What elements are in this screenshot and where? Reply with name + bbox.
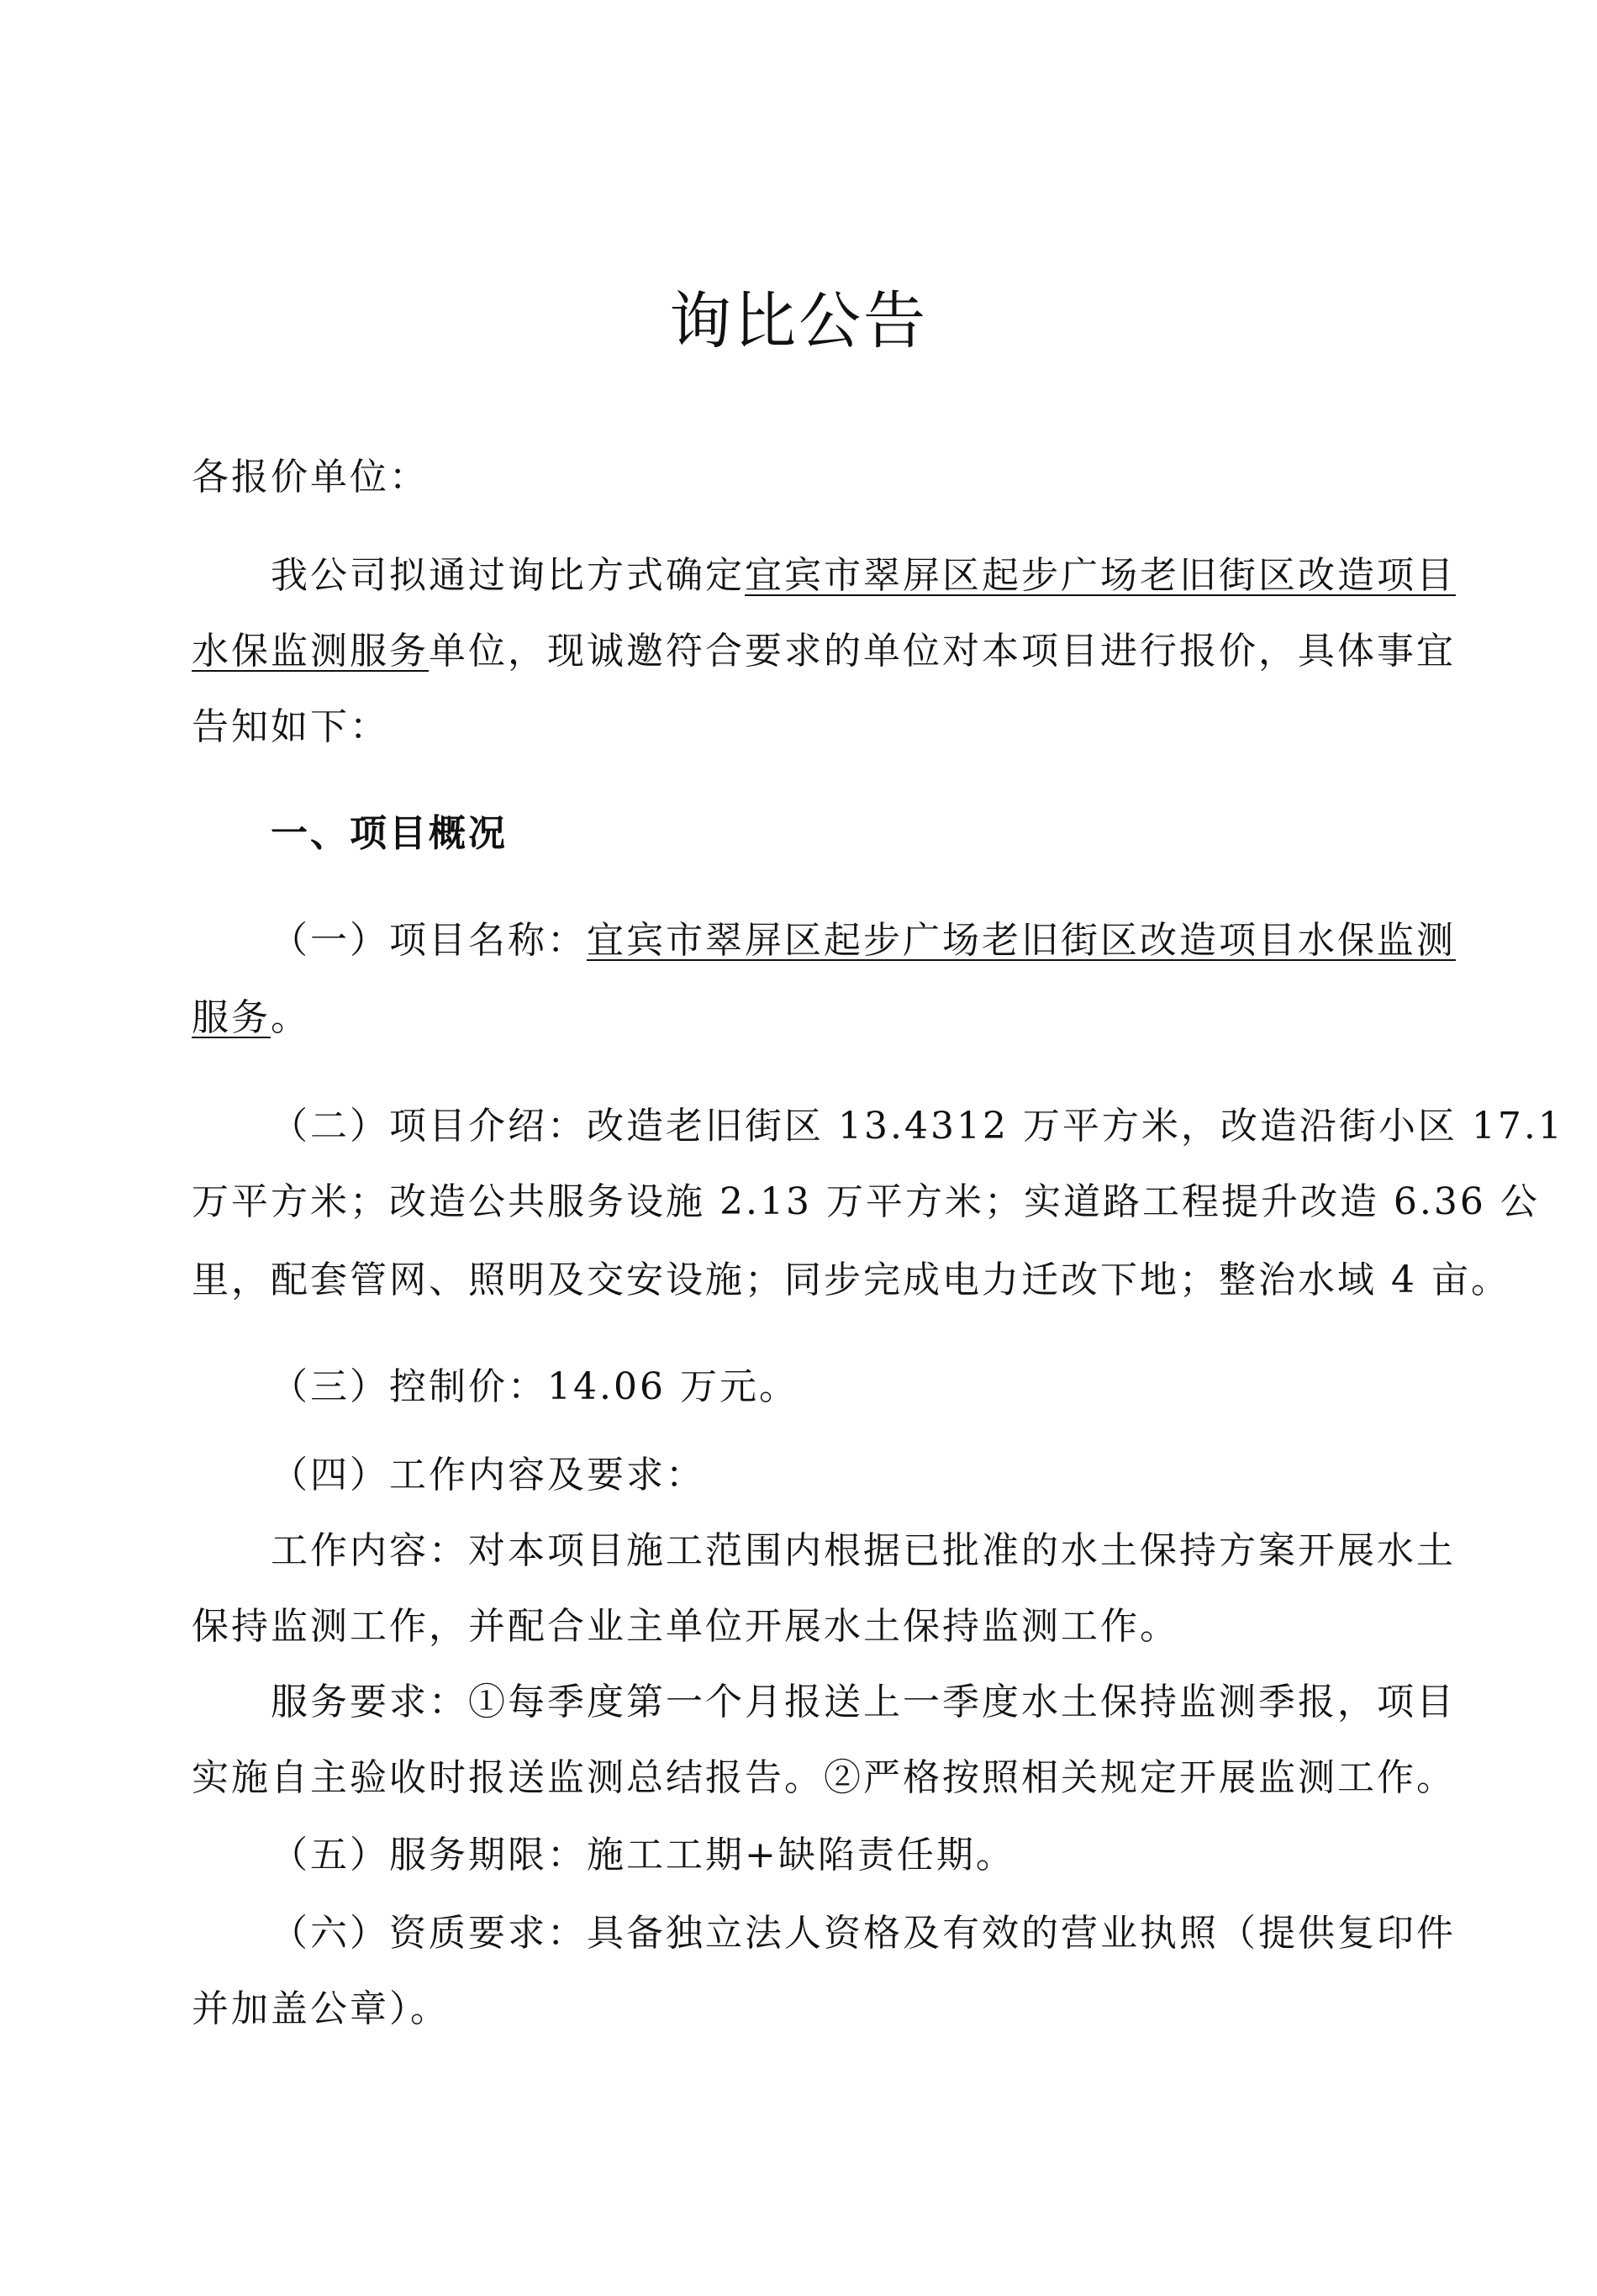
item1-project-name-cont: 服务 — [192, 996, 271, 1039]
item4-content-line-2: 保持监测工作，并配合业主单位开展水土保持监测工作。 — [192, 1605, 1179, 1648]
item4-requirement-line-2: 实施自主验收时报送监测总结报告。②严格按照相关规定开展监测工作。 — [192, 1756, 1456, 1799]
intro-prefix: 我公司拟通过询比方式确定 — [271, 554, 745, 597]
item6-line-1: （六）资质要求：具备独立法人资格及有效的营业执照（提供复印件 — [271, 1912, 1456, 1955]
item3-control-price: （三）控制价：14.06 万元。 — [271, 1365, 798, 1408]
item2-line-1: （二）项目介绍：改造老旧街区 13.4312 万平方米，改造沿街小区 17.1 — [271, 1105, 1564, 1148]
item1-project-name: 宜宾市翠屏区起步广场老旧街区改造项目水保监测 — [587, 919, 1456, 962]
salutation: 各报价单位： — [192, 456, 429, 499]
item5-service-period: （五）服务期限：施工工期+缺陷责任期。 — [271, 1834, 1015, 1876]
item4-heading: （四）工作内容及要求： — [271, 1454, 705, 1496]
intro-line-1 — [271, 554, 1456, 599]
intro-line-2 — [192, 630, 1456, 674]
project-name-underlined-cont: 水保监测服务 — [192, 630, 429, 673]
item1-line-2 — [192, 996, 1419, 1041]
document-title: 询比公告 — [669, 285, 928, 357]
item4-requirement-line-1: 服务要求：①每季度第一个月报送上一季度水土保持监测季报，项目 — [271, 1681, 1456, 1723]
item2-line-3: 里，配套管网、照明及交安设施；同步完成电力迁改下地；整治水域 4 亩。 — [192, 1259, 1510, 1301]
item1-line-1 — [271, 919, 1456, 963]
item6-line-2: 并加盖公章）。 — [192, 1987, 450, 2030]
project-name-underlined: 宜宾市翠屏区起步广场老旧街区改造项目 — [745, 554, 1456, 597]
section-heading: 一、项目概况 — [271, 812, 508, 855]
item2-line-2: 万平方米；改造公共服务设施 2.13 万平方米；实道路工程提升改造 6.36 公 — [192, 1180, 1540, 1223]
intro-line-3: 告知如下： — [192, 705, 389, 748]
item1-label: （一）项目名称： — [271, 919, 587, 962]
item1-end: 。 — [271, 996, 310, 1039]
intro-suffix: 单位，现诚邀符合要求的单位对本项目进行报价，具体事宜 — [429, 630, 1456, 673]
item4-content-line-1: 工作内容：对本项目施工范围内根据已批准的水土保持方案开展水土 — [271, 1529, 1456, 1572]
